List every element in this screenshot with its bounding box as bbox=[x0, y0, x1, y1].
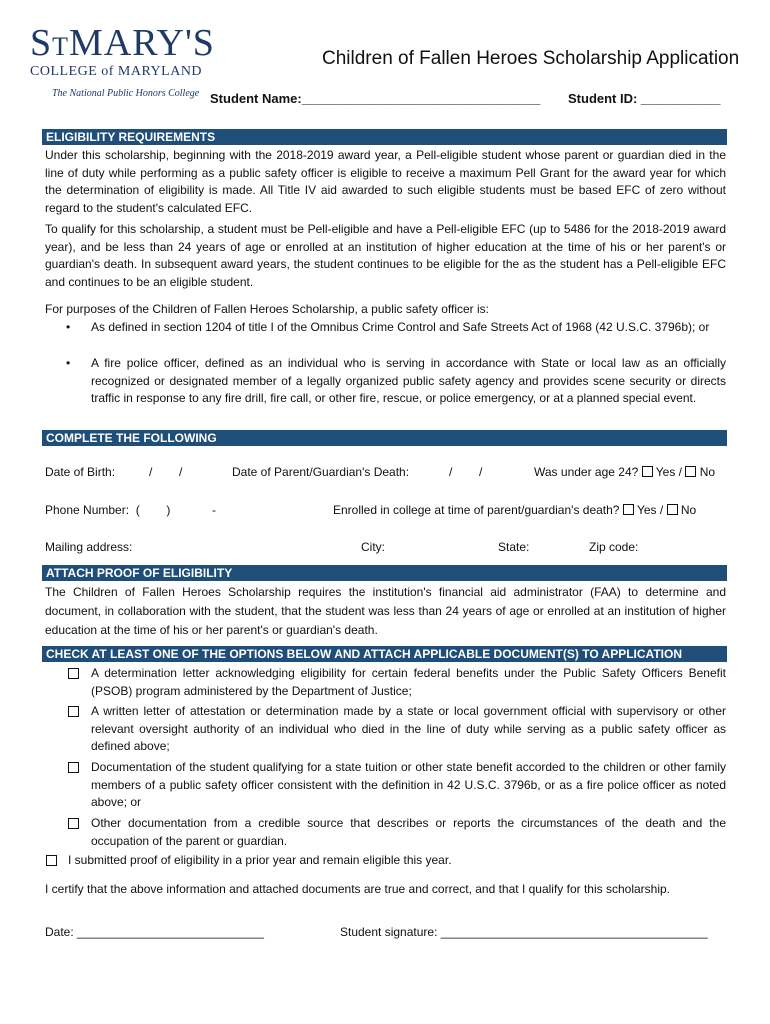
zip-field[interactable]: Zip code: bbox=[589, 540, 639, 554]
no-checkbox[interactable] bbox=[685, 466, 696, 477]
bullet-item: As defined in section 1204 of title I of the Omnibus Crime Control and Safe Streets Act of 1968 (42 U.S.C. 3796b); or bbox=[91, 320, 710, 334]
complete-heading: COMPLETE THE FOLLOWING bbox=[42, 430, 727, 446]
college-logo: STMARY'S bbox=[30, 22, 215, 64]
college-logo-subtitle: COLLEGE of MARYLAND bbox=[30, 64, 203, 79]
state-field[interactable]: State: bbox=[498, 540, 530, 554]
option-checkbox[interactable] bbox=[68, 706, 79, 717]
college-tagline: The National Public Honors College bbox=[52, 88, 200, 99]
eligibility-paragraph-2: To qualify for this scholarship, a student must be Pell-eligible and have a Pell-eligible EFC (up to 5486 for the 2018-2019 award year), and be less than 24 years of age or enrolled at an institution of higher education at the time of his or her parent's or guardian's death. In subsequent award years, the student continues to be eligible for the as the student has a Pell-eligible EFC and continues to be an eligible student. bbox=[45, 222, 726, 289]
death-date-input[interactable]: / / bbox=[449, 465, 483, 479]
signature-field[interactable]: Student signature: ________________________________________ bbox=[340, 925, 708, 939]
eligibility-paragraph-3: For purposes of the Children of Fallen Heroes Scholarship, a public safety officer is: bbox=[45, 302, 489, 316]
proof-heading: ATTACH PROOF OF ELIGIBILITY bbox=[42, 565, 727, 581]
option-text: Documentation of the student qualifying for a state tuition or other state benefit accorded to the children or other family members of a public safety officer consistent with the definition in 42 U.S.C. 3796b, or as a fire police officer as noted above; or bbox=[91, 760, 726, 809]
proof-paragraph: The Children of Fallen Heroes Scholarship requires the institution's financial aid administrator (FAA) to determine and document, in collaboration with the student, that the student was less than 24 years of age or enrolled at an institution of higher education at the time of his or her parent's or guardian's death. bbox=[45, 585, 726, 637]
eligibility-paragraph-1: Under this scholarship, beginning with the 2018-2019 award year, a Pell-eligible student whose parent or guardian died in the line of duty while performing as a public safety officer is eligible to receive a maximum Pell Grant for the award year for which the determination of eligibility is made. All Title IV aid awarded to such eligible students must be based EFC of zero without regard to the student's calculated EFC. bbox=[45, 148, 726, 215]
under-24-question: Was under age 24? Yes / No bbox=[534, 465, 716, 479]
option-checkbox[interactable] bbox=[68, 818, 79, 829]
phone-input[interactable]: Phone Number: ( ) bbox=[45, 503, 171, 517]
page-title: Children of Fallen Heroes Scholarship Application bbox=[322, 48, 740, 69]
prior-year-text: I submitted proof of eligibility in a prior year and remain eligible this year. bbox=[68, 853, 452, 867]
city-field[interactable]: City: bbox=[361, 540, 385, 554]
dob-input[interactable]: / / bbox=[149, 465, 183, 479]
student-name-field[interactable]: Student Name:_________________________________ bbox=[210, 91, 541, 106]
prior-year-checkbox[interactable] bbox=[46, 855, 57, 866]
certification-text: I certify that the above information and attached documents are true and correct, and that I qualify for this scholarship. bbox=[45, 882, 671, 896]
phone-dash: - bbox=[212, 503, 216, 517]
dob-label: Date of Birth: bbox=[45, 465, 116, 479]
option-checkbox[interactable] bbox=[68, 762, 79, 773]
option-text: Other documentation from a credible source that describes or reports the circumstances of the death and the occupation of the parent or guardian. bbox=[91, 816, 726, 848]
enrolled-question: Enrolled in college at time of parent/guardian's death? Yes / No bbox=[333, 503, 697, 517]
date-field[interactable]: Date: ____________________________ bbox=[45, 925, 264, 939]
mailing-address-field[interactable]: Mailing address: bbox=[45, 540, 133, 554]
check-heading: CHECK AT LEAST ONE OF THE OPTIONS BELOW AND ATTACH APPLICABLE DOCUMENT(S) TO APPLICATION bbox=[42, 646, 727, 662]
option-checkbox[interactable] bbox=[68, 668, 79, 679]
student-id-field[interactable]: Student ID: ___________ bbox=[568, 91, 721, 106]
bullet-icon: • bbox=[66, 356, 71, 370]
option-text: A determination letter acknowledging eligibility for certain federal benefits under the Public Safety Officers Benefit (PSOB) program administered by the Department of Justice; bbox=[91, 666, 726, 698]
bullet-icon: • bbox=[66, 320, 71, 334]
yes-checkbox[interactable] bbox=[623, 504, 634, 515]
death-date-label: Date of Parent/Guardian's Death: bbox=[232, 465, 410, 479]
option-text: A written letter of attestation or determination made by a state or local government official with supervisory or other relevant oversight authority of an individual who died in the line of duty while serving as a public safety officer as defined above; bbox=[91, 704, 726, 753]
yes-checkbox[interactable] bbox=[642, 466, 653, 477]
eligibility-heading: ELIGIBILITY REQUIREMENTS bbox=[42, 129, 727, 145]
no-checkbox[interactable] bbox=[667, 504, 678, 515]
bullet-item: A fire police officer, defined as an individual who is serving in accordance with State or local law as an officially recognized or designated member of a legally organized public safety agency and provides scene security or directs traffic in response to any fire drill, fire call, or other fire, rescue, or police emergency, or at a planned special event. bbox=[91, 356, 726, 405]
